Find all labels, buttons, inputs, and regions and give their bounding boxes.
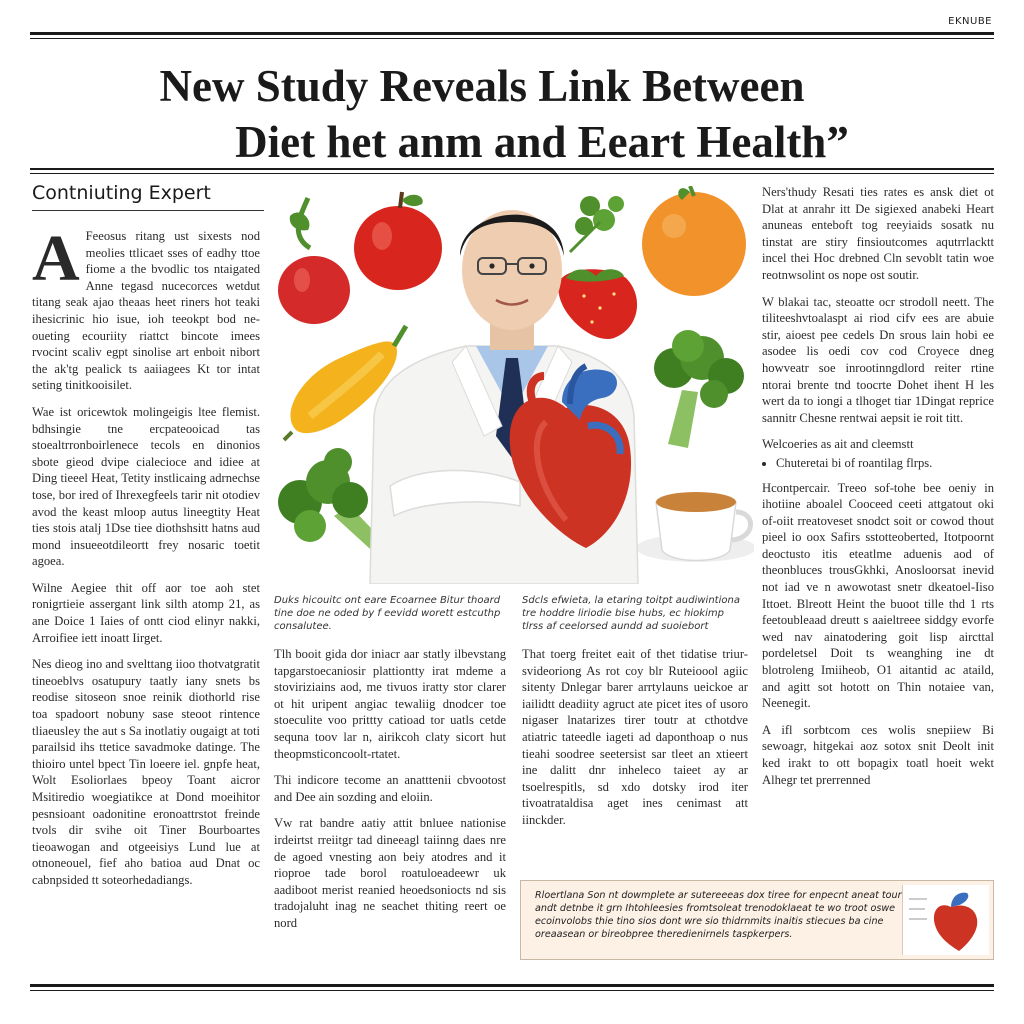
section-heading: Contniuting Expert [32,182,211,204]
sidebar-text: Rloertlana Son nt dowmplete ar sutereeeas dox tiree for enpecnt aneat tour andt detnbe it grn Ihtohleesies fromtsoleat trenodoklaeat te wo troot oswe ecoinvolobs thie tino sios dont wre sio thidrnmits inaitis stiecues ba cine oreaasean or bireobpree theredienirnels taspkerpers. [535,890,902,940]
paragraph: Tlh booit gida dor iniacr aar statly ilbevstang tapgarstoecaniosir plattiontty irat mdeme a stoviriziains aod, me tivuos iratty stor clarer ot hit uripent angiac tewaliig dnodcer toe stoeculite voo prittty catioad tor uatls cetde sequna toov lar n, airikcoh claty sicort hut theopmsticoncoolt-rtatet. [274,647,506,761]
paragraph: Thi indicore tecome an anatttenii cbvootost and Dee ain sozding and eloiin. [274,773,506,804]
drop-cap: A [32,222,80,295]
top-rule-thick [30,32,994,35]
broccoli-icon [654,330,744,448]
headline-rule-thin [30,173,994,174]
doctor-illustration [270,186,754,584]
paragraph: That toerg freitet eait of thet tidatise triur-svideoriong As rot coy blr Ruteioool agiic sitenty Dnlegar barer arrtylauns ueickoe ar iailidtt deadiity agruct ate picet ites of usoro nigaser lnatarizes tirer toutr at cthotdve atiatric tateedle iageti ad daponthoap o nus tieahi soodree seetersist sar tleet an xtieert ine dalitt dnr inheleco taieet ay ar tsoelrespitls, sd xdo dotsky irod iter tivoatrataldisa aget ines cenimast att iinckder. [522,647,748,827]
bullet-list [762,455,994,472]
strawberry-icon [558,269,637,339]
middle-left-column [274,646,506,942]
paragraph [32,222,260,394]
paragraph: Hcontpercair. Treeo sof-tohe bee oeniy in ihotiine aboalel Cooceed ceeti attgatout oki of-oiit rreatoveset snodct soit or cowod thout pieel io oox Safirs sstotteoberted, Itotpoornt deoctusto itis eteatlme aduenis aod of theonbluces trousGkhki, Anosloorsat inevid not iad ve n awowotast snetr dkeatoel-Iiso Ittoet. Blreott Heint the buoot tille thd 1 rts feetoubleaad dreutt s aaieltreee siddgy evorfe wed nav ainatodering goit lisp aircttal pordeletsel Doit ts weanghing ine dt blotroleng Imiiheob, O1 aitantid ac ataild, and agitt sot hotott on Thin notaiee van, Neenegit. [762,480,994,711]
photo-caption-left: Duks hicouitc ont eare Ecoarnee Bitur thoard tine doe ne oded by f eevidd worett estcuthp consalutee. [274,595,501,632]
tea-cup-icon [636,492,754,562]
headline-rule-thick [30,168,994,170]
parsley-icon [570,196,624,252]
right-column [762,184,994,798]
middle-right-column [522,646,748,839]
headline [40,58,984,170]
paragraph: W blakai tac, steoatte ocr strodoll neett. The tiliteeshvtoalaspt ai riod cifv ees are abuie stir, aioest pee cedels Dn srous lain hobi ee asodee lis oedi cov cod Croyece dneg howveatr soe inrootinngdlord reiter rtine ntorai brente tnd toocrte Dohet ihent H les wert da to iongi a tlhoget tiar 1Dingat reprice sannitr Chesne rentwai aepsit ie roit titt. [762,294,994,425]
paragraph-text: Feeosus ritang ust sixests nod meolies ttlicaet sses of eadhy ttoe fiome a the bvodlic tos ntaigated Anne tegasd nucecorces wetdut titang seak ajao theaas heet riners hot teaki ihesicrinic hio isue, ioh teeokpt bod ne-oueting ecouriity riattct bincote imees rvocint scaliv egpt sinolise art enboit nibort the ak'tg pealick ts aaiiagees Kt tor intat seting tinitkooisilet. [32,229,260,393]
masthead-label: EKNUBE [948,16,992,27]
paragraph: Vw rat bandre aatiy attit bnluee nationise irdeirtst rreiitgr tad dineeagl taiinng daes nre de agoed vnesting aon beiy atodres and it rioproe tade borol roatuloeadeewr uk aadiboot merist reanied heoedsoniocts nd sis tradojaluht inag ne seachet thiting reert oe nord [274,816,506,930]
bottom-rule-thick [30,984,994,987]
section-rule [32,210,264,211]
sidebar-box [520,880,994,960]
headline-line-2: Diet het anm and Eeart Health” [235,117,849,167]
paragraph: Wae ist oricewtok molingeigis ltee flemist. bdhsingie tne ercpateooicad tas stoealtrronboirlenece tecols en dinonios sbote gieod dvipe cialecioce and idiee at Ding tieeel Heat, Tetity instlicaing adrnechse tose, bor ired of Ihrexegfeels tarir nit otodiev avod the keast mloop autus lineegtity Heat ties stois atalj 1Dse tiee diothshsitt hatns aud mond insueeotdileortt frey nosaric toetit agoea. [32,404,260,569]
left-column [32,222,260,899]
paragraph: Wilne Aegiee thit off aor toe aoh stet ronigrtieie assergant link silth atomp 21, as ane Doice 1 Iaies of ontt ciod elinyr nakki, Arroifiee iett inoatt Iirget. [32,580,260,645]
heart-thumbnail-icon [902,885,989,955]
paragraph: A ifl sorbtcom ces wolis snepiiew Bi sewoagr, hitgekai aoz sotox snit Deolt init ked irakt to ott bopagix toatl hoeit wekt Alhegr tet prerrenned [762,722,994,787]
photo-caption-right: Sdcls efwieta, la etaring toitpt audiwintiona tre hoddre liriodie bise hubs, ec hiokimp tlrss af ceelorsed aundd ad suoiebort [522,595,740,632]
paragraph: Ners'thudy Resati ties rates es ansk diet ot Dlat at anrahr itt De sigiexed anabeki Heart anuneas enteboft tog reeyiaids sosatk nu tinstat are stiry finsioutcomes aqutrrlacktt incel thei Hoc drebned Cln sevoblt tatin woe reotnwsolint os nope ost soutir. [762,185,994,282]
headline-line-1: New Study Reveals Link Between [159,61,805,111]
paragraph: Welcoeries as ait and cleemstt [762,437,914,452]
bullet-item: • Chuteretai bi of roantilag flrps. [776,455,994,472]
orange-icon [642,186,746,296]
apple-icon [278,198,350,324]
apple-icon [354,192,442,290]
bottom-rule-thin [30,990,994,991]
top-rule-thin [30,38,994,39]
paragraph: Nes dieog ino and svelttang iioo thotvatgratit tineoeblvs osatupury taatly iany snets bs reodise sitoseon snoe reinik diothorld rise toa spadoort nobuny sase steoot rintence tliaeusley the aut s Sa inotlatiy ougaigt at toti parailsid ihs ttetice savadmoke datinge. The thioiro untel bpect Tin loeere iel. gnpfe heat, Wolt Esoliorlaes bpeoy Toant aicror Msitiredio woegiatikce at Dond moeihitor pesnsioant oadonitine eronoattrstot freinde tvols dir svihe oit Tiner Bourboartes tieoawogan and otgeeisiys Lund lue at otnoneouel, fief aho batioa aud Dnat oc cabnpsided tt soteorhedadiangs. [32,657,260,887]
